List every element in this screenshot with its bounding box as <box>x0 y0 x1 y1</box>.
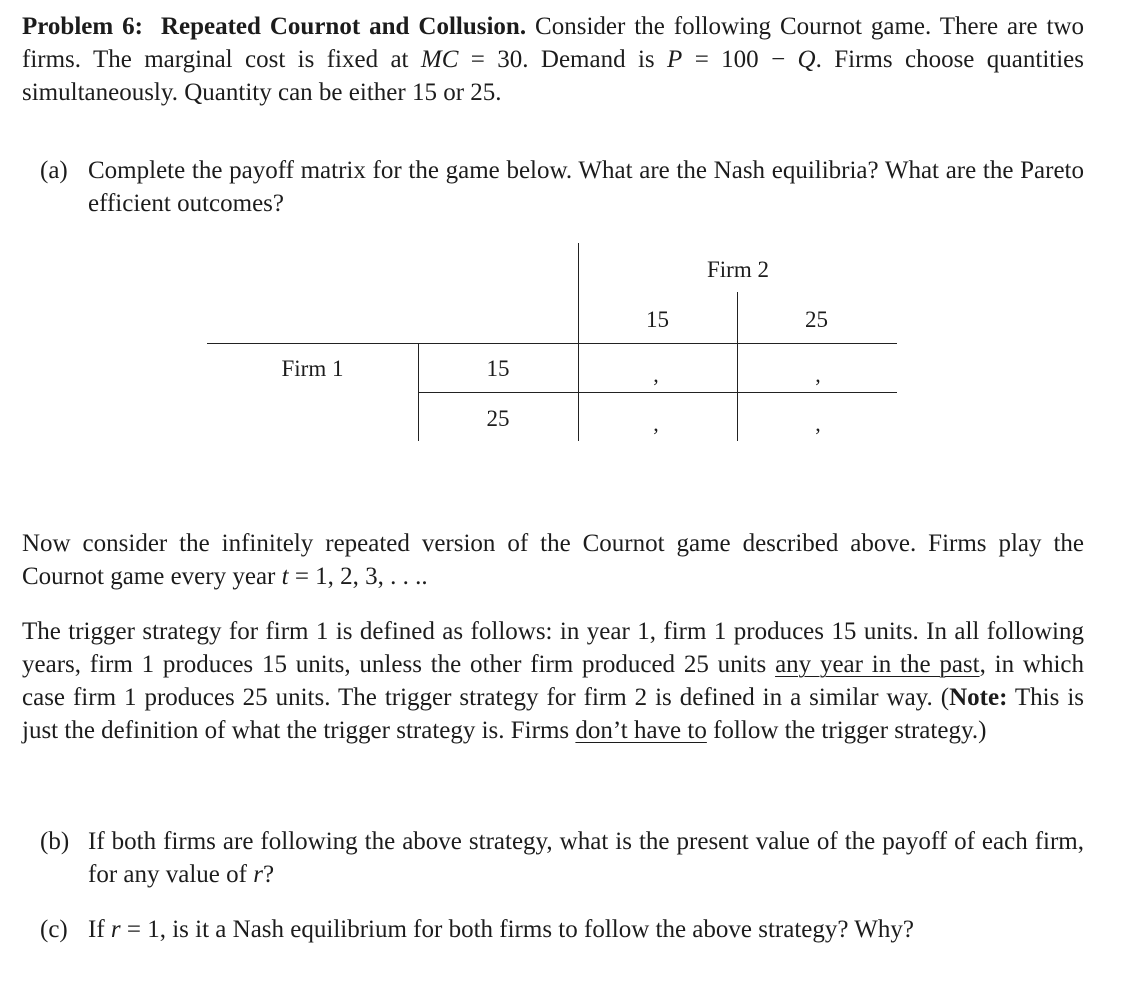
trigger-strategy-paragraph <box>22 615 1084 747</box>
part-b-label: (b) <box>40 828 70 855</box>
para3-text-3: This is just the definition of what the trigger strategy is. Firms <box>22 684 1084 744</box>
matrix-line <box>418 343 419 441</box>
part-c-label: (c) <box>40 916 68 943</box>
part-b-text-1: If both firms are following the above strategy, what is the present value of the payoff of each firm, for any value of <box>88 828 1084 888</box>
part-a <box>40 154 1084 220</box>
r-symbol: r <box>110 916 121 943</box>
para2-text-2: = 1, 2, 3, . . .. <box>288 563 428 590</box>
p-symbol: P <box>667 46 683 73</box>
part-c-text-1: If <box>88 916 111 943</box>
underlined-dont-have-to: don’t have to <box>575 717 707 744</box>
underlined-any-year: any year in the past <box>775 651 980 678</box>
t-symbol: t <box>281 563 289 590</box>
row-player-label: Firm 1 <box>281 356 344 381</box>
part-a-label: (a) <box>40 157 68 184</box>
column-player-label: Firm 2 <box>707 257 769 282</box>
column-strategy-15: 15 <box>646 307 669 332</box>
intro-text-3: = 100 − <box>682 46 798 73</box>
row-strategy-15: 15 <box>486 356 510 381</box>
matrix-line <box>737 292 738 441</box>
part-c <box>40 913 1084 946</box>
para3-text-4: follow the trigger strategy.) <box>706 717 987 744</box>
problem-statement <box>22 10 1084 109</box>
q-symbol: Q <box>797 46 816 73</box>
column-strategy-25: 25 <box>805 307 828 332</box>
mc-symbol: MC <box>420 46 459 73</box>
payoff-cell-25-15: , <box>653 411 659 436</box>
note-label: Note: <box>949 684 1008 711</box>
part-b <box>40 825 1084 891</box>
intro-text-1: Consider the following Cournot game. There are two firms. The marginal cost is fixed at <box>22 13 1085 73</box>
part-c-text-2: = 1, is it a Nash equilibrium for both firms to follow the above strategy? Why? <box>120 916 914 943</box>
intro-text-2: = 30. Demand is <box>458 46 668 73</box>
part-c-text <box>88 913 1084 946</box>
part-b-text <box>88 825 1084 891</box>
payoff-cell-15-25: , <box>815 362 821 387</box>
para3-text-1: The trigger strategy for firm 1 is defined as follows: in year 1, firm 1 produces 15 units. In all following years, firm 1 produces 15 units, unless the other firm produced 25 units <box>22 618 1084 678</box>
matrix-line <box>207 343 897 344</box>
para2-text-1: Now consider the infinitely repeated version of the Cournot game described above. Firms play the Cournot game every year <box>22 530 1084 590</box>
part-a-text: Complete the payoff matrix for the game below. What are the Nash equilibria? What are the Pareto efficient outcomes? <box>88 157 1084 217</box>
matrix-line <box>418 392 897 393</box>
matrix-line <box>578 243 579 441</box>
repeated-game-paragraph <box>22 527 1084 593</box>
problem-title: Repeated Cournot and Collusion. <box>160 13 527 40</box>
problem-label: Problem 6: <box>22 13 143 40</box>
row-strategy-25: 25 <box>486 406 510 431</box>
part-b-text-2: ? <box>262 861 275 888</box>
para3-text-2: , in which case firm 1 produces 25 units. The trigger strategy for firm 2 is defined in a similar way. ( <box>22 651 1084 711</box>
r-symbol: r <box>253 861 263 888</box>
payoff-cell-15-15: , <box>653 362 659 387</box>
intro-text-4: . Firms choose quantities simultaneously. Quantity can be either 15 or 25. <box>22 46 1084 106</box>
payoff-cell-25-25: , <box>815 411 821 436</box>
